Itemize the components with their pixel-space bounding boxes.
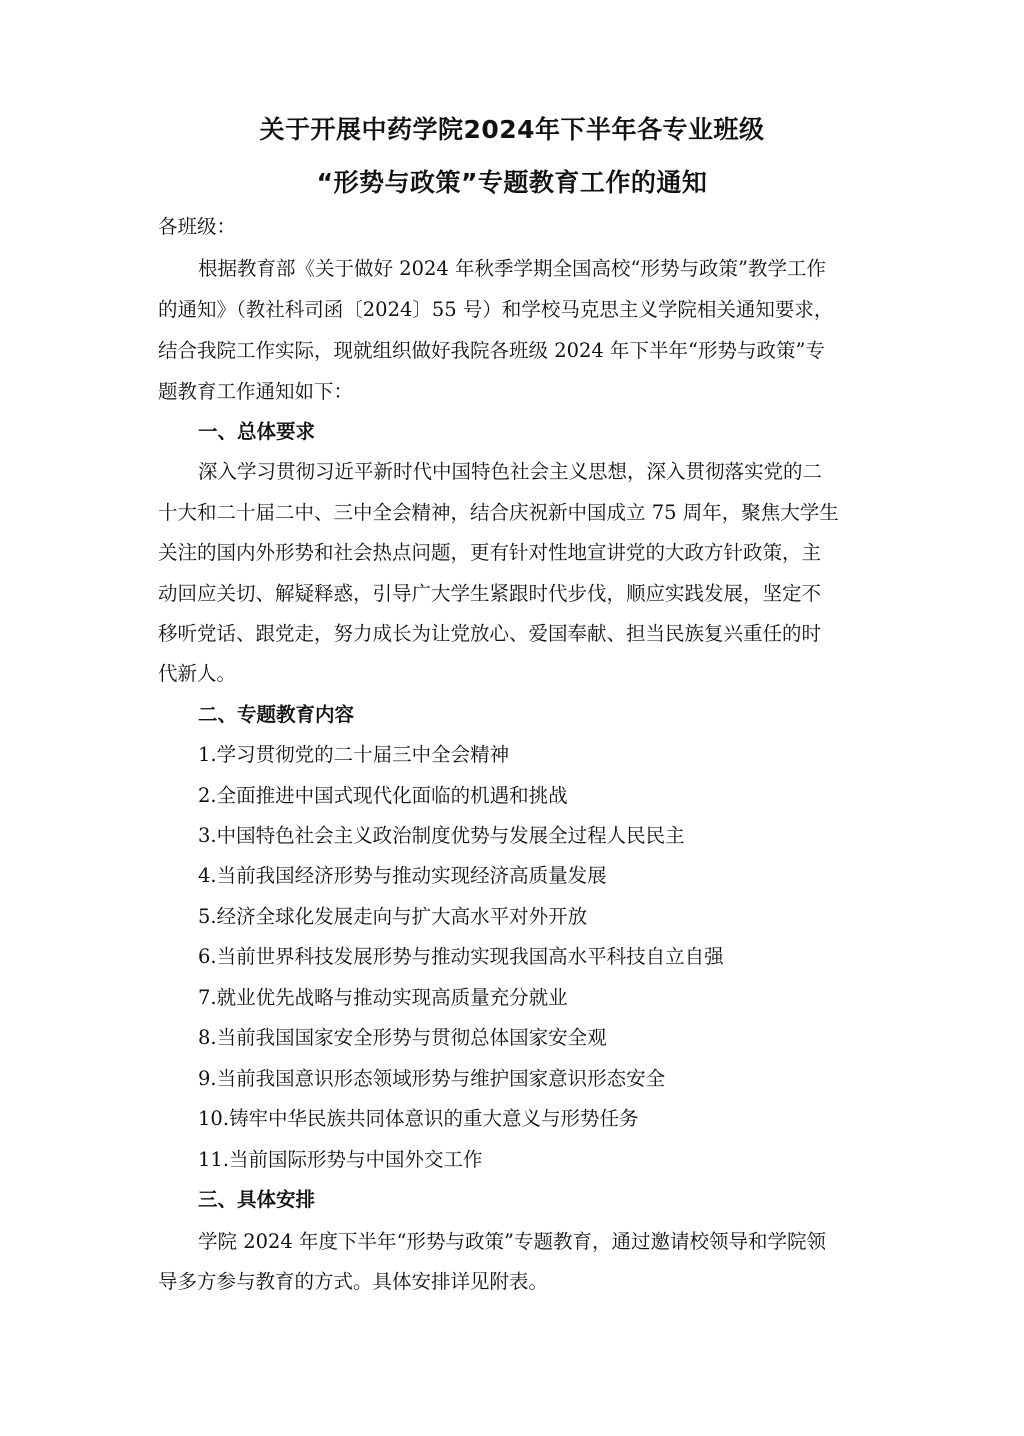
greeting: 各班级： <box>158 215 237 238</box>
paragraph-line: 动回应关切、解疑释惑，引导广大学生紧跟时代步伐，顺应实践发展，坚定不 <box>158 582 822 605</box>
topic-list-item: 8.当前我国国家安全形势与贯彻总体国家安全观 <box>198 1026 607 1049</box>
paragraph-line: 学院 2024 年度下半年“形势与政策”专题教育，通过邀请校领导和学院领 <box>198 1230 826 1253</box>
document-title-line-2: “形势与政策”专题教育工作的通知 <box>316 168 708 197</box>
paragraph-line: 十大和二十届二中、三中全会精神，结合庆祝新中国成立 75 周年，聚焦大学生 <box>158 501 839 524</box>
topic-list-item: 2.全面推进中国式现代化面临的机遇和挑战 <box>198 784 568 807</box>
paragraph-line: 导多方参与教育的方式。具体安排详见附表。 <box>158 1270 549 1293</box>
intro-line: 的通知》（教社科司函〔2024〕55 号）和学校马克思主义学院相关通知要求， <box>158 298 834 321</box>
paragraph-line: 代新人。 <box>158 662 237 685</box>
topic-list-item: 4.当前我国经济形势与推动实现经济高质量发展 <box>198 864 607 887</box>
topic-list-item: 10.铸牢中华民族共同体意识的重大意义与形势任务 <box>198 1107 639 1130</box>
topic-list-item: 3.中国特色社会主义政治制度优势与发展全过程人民民主 <box>198 824 685 847</box>
topic-list-item: 5.经济全球化发展走向与扩大高水平对外开放 <box>198 905 588 928</box>
section-heading-general-requirements: 一、总体要求 <box>198 420 316 443</box>
topic-list-item: 6.当前世界科技发展形势与推动实现我国高水平科技自立自强 <box>198 945 724 968</box>
paragraph-line: 深入学习贯彻习近平新时代中国特色社会主义思想，深入贯彻落实党的二 <box>198 460 823 483</box>
paragraph-line: 关注的国内外形势和社会热点问题，更有针对性地宣讲党的大政方针政策，主 <box>158 541 822 564</box>
topic-list-item: 9.当前我国意识形态领域形势与维护国家意识形态安全 <box>198 1067 666 1090</box>
section-heading-arrangements: 三、具体安排 <box>198 1188 316 1211</box>
paragraph-line: 移听党话、跟党走，努力成长为让党放心、爱国奉献、担当民族复兴重任的时 <box>158 622 822 645</box>
topic-list-item: 1.学习贯彻党的二十届三中全会精神 <box>198 743 510 766</box>
intro-line: 题教育工作通知如下： <box>158 380 354 403</box>
document-title-line-1: 关于开展中药学院2024年下半年各专业班级 <box>259 115 765 144</box>
section-heading-topics: 二、专题教育内容 <box>198 703 355 726</box>
topic-list-item: 11.当前国际形势与中国外交工作 <box>198 1148 483 1171</box>
intro-line: 根据教育部《关于做好 2024 年秋季学期全国高校“形势与政策”教学工作 <box>198 257 826 280</box>
topic-list-item: 7.就业优先战略与推动实现高质量充分就业 <box>198 986 568 1009</box>
intro-line: 结合我院工作实际，现就组织做好我院各班级 2024 年下半年“形势与政策”专 <box>158 339 825 362</box>
